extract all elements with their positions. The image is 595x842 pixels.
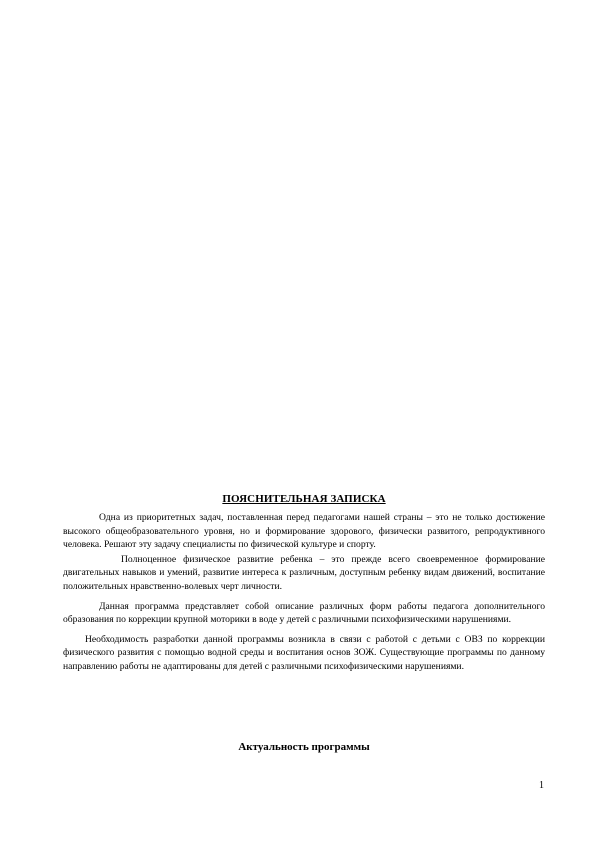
paragraph-4: Необходимость разработки данной программы возникла в связи с работой с детьми с ОВЗ по коррекции физического развития с помощью водной среды и воспитания основ ЗОЖ. Существующие программы по данному направлению работы не адаптированы для детей с различными психофизическими нарушениями.	[63, 633, 545, 672]
paragraph-1: Одна из приоритетных задач, поставленная перед педагогами нашей страны – это не только достижение высокого общеобразовательного уровня, но и формирование здорового, физически развитого, репродуктивного человека. Решают эту задачу специалисты по физической культуре и спорту.	[63, 512, 545, 551]
document-body	[63, 493, 545, 674]
page-number: 1	[539, 780, 544, 791]
section-heading: Актуальность программы	[238, 741, 370, 753]
document-title: ПОЯСНИТЕЛЬНАЯ ЗАПИСКА	[222, 493, 386, 505]
paragraph-3: Данная программа представляет собой описание различных форм работы педагога дополнительного образования по коррекции крупной моторики в воде у детей с различными психофизическими нарушениями.	[63, 600, 545, 626]
paragraph-2: Полноценное физическое развитие ребенка – это прежде всего своевременное формирование двигательных навыков и умений, развитие интереса к различным, доступным ребенку видам движений, воспитание положительных нравственно-волевых черт личности.	[63, 553, 545, 592]
